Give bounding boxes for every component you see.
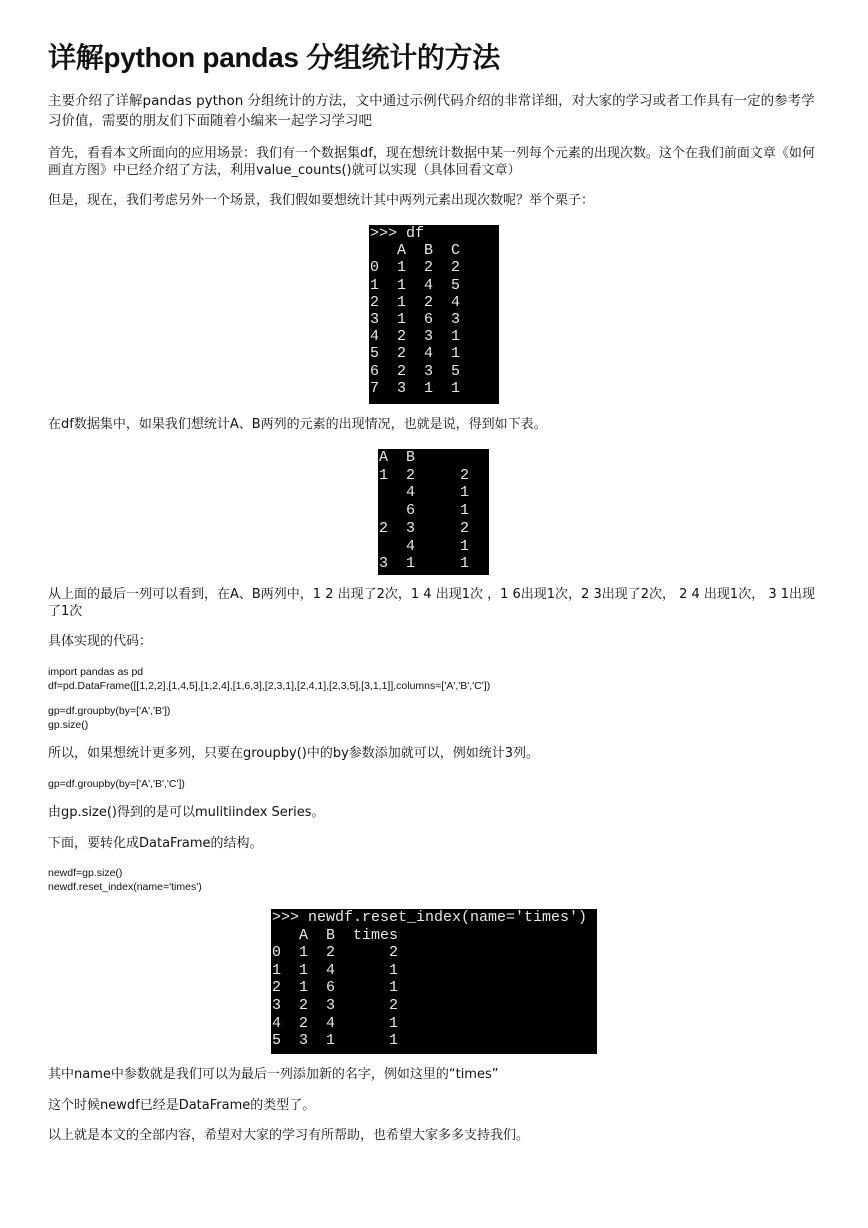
paragraph-result-explanation: 从上面的最后一列可以看到，在A、B两列中，1 2 出现了2次，1 4 出现1次 ，1 6出现1次，2 3出现了2次， 2 4 出现1次， 3 1出现了1次 xyxy=(48,587,816,619)
paragraph-name-param: 其中name中参数就是我们可以为最后一列添加新的名字，例如这里的“times” xyxy=(48,1067,499,1082)
terminal-row: 4 2 4 1 xyxy=(272,1014,399,1032)
terminal-row: 2 1 2 4 xyxy=(370,293,461,311)
paragraph-multiindex: 由gp.size()得到的是可以mulitiindex Series。 xyxy=(48,805,325,820)
terminal-row: 5 2 4 1 xyxy=(370,345,461,363)
terminal-row: 3 1 1 xyxy=(379,555,470,573)
code-block-groupby: gp=df.groupby(by=['A','B']) gp.size() xyxy=(48,705,171,731)
terminal-row: 6 2 3 5 xyxy=(370,362,461,380)
paragraph-closing: 以上就是本文的全部内容，希望对大家的学习有所帮助，也希望大家多多支持我们。 xyxy=(48,1128,530,1143)
paragraph-intro: 首先，看看本文所面向的应用场景：我们有一个数据集df，现在想统计数据中某一列每个元素的出现次数。这个在我们前面文章《如何画直方图》中已经介绍了方法，利用value_counts()就可以实现（具体回看文章） xyxy=(48,146,815,178)
terminal-row: 4 1 xyxy=(379,537,470,555)
terminal-prompt: >>> newdf.reset_index(name='times') xyxy=(272,909,588,926)
terminal-row: 1 1 4 1 xyxy=(272,961,399,979)
summary-paragraph: 主要介绍了详解pandas python 分组统计的方法，文中通过示例代码介绍的非常详细，对大家的学习或者工作具有一定的参考学习价值，需要的朋友们下面随着小编来一起学习学习吧 xyxy=(48,93,815,129)
code-block-groupby-three: gp=df.groupby(by=['A','B','C']) xyxy=(48,778,185,790)
terminal-header-row: A B xyxy=(379,449,416,466)
terminal-row: 2 1 6 1 xyxy=(272,979,399,997)
paragraph-convert: 下面，要转化成DataFrame的结构。 xyxy=(48,836,263,851)
terminal-row: 3 1 6 3 xyxy=(370,311,461,329)
terminal-row: 5 3 1 1 xyxy=(272,1032,399,1050)
terminal-row: 6 1 xyxy=(379,502,470,520)
paragraph-target-table: 在df数据集中，如果我们想统计A、B两列的元素的出现情况，也就是说，得到如下表。 xyxy=(48,417,547,432)
df-terminal-screenshot xyxy=(369,225,499,404)
code-block-create-df: import pandas as pd df=pd.DataFrame([[1,2,2],[1,4,5],[1,2,4],[1,6,3],[2,3,1],[2,4,1],[2,3,5],[3,1,1]],columns=['A','B','C']) xyxy=(48,666,491,692)
paragraph-more-columns: 所以，如果想统计更多列，只要在groupby()中的by参数添加就可以，例如统计3列。 xyxy=(48,746,540,761)
paragraph-scenario: 但是，现在，我们考虑另外一个场景，我们假如要想统计其中两列元素出现次数呢？举个栗子： xyxy=(48,193,595,208)
paragraph-dataframe-type: 这个时候newdf已经是DataFrame的类型了。 xyxy=(48,1098,316,1113)
terminal-row: 1 1 4 5 xyxy=(370,276,461,294)
code-block-reset-index: newdf=gp.size() newdf.reset_index(name='times') xyxy=(48,867,202,893)
terminal-row: 4 1 xyxy=(379,484,470,502)
terminal-row: 7 3 1 1 xyxy=(370,379,461,397)
terminal-prompt: >>> df xyxy=(370,225,425,242)
paragraph-code-intro: 具体实现的代码： xyxy=(48,634,153,649)
terminal-row: 0 1 2 2 xyxy=(370,259,461,277)
terminal-header-row: A B C xyxy=(370,242,461,260)
page-title: 详解python pandas 分组统计的方法 xyxy=(48,42,500,73)
terminal-row: 4 2 3 1 xyxy=(370,328,461,346)
terminal-row: 0 1 2 2 xyxy=(272,944,399,962)
grouped-counts-screenshot xyxy=(378,449,489,575)
terminal-row: 2 3 2 xyxy=(379,519,470,537)
terminal-row: 3 2 3 2 xyxy=(272,996,399,1014)
terminal-row: 1 2 2 xyxy=(379,466,470,484)
terminal-header-row: A B times xyxy=(272,926,399,944)
reset-index-screenshot xyxy=(271,909,597,1054)
